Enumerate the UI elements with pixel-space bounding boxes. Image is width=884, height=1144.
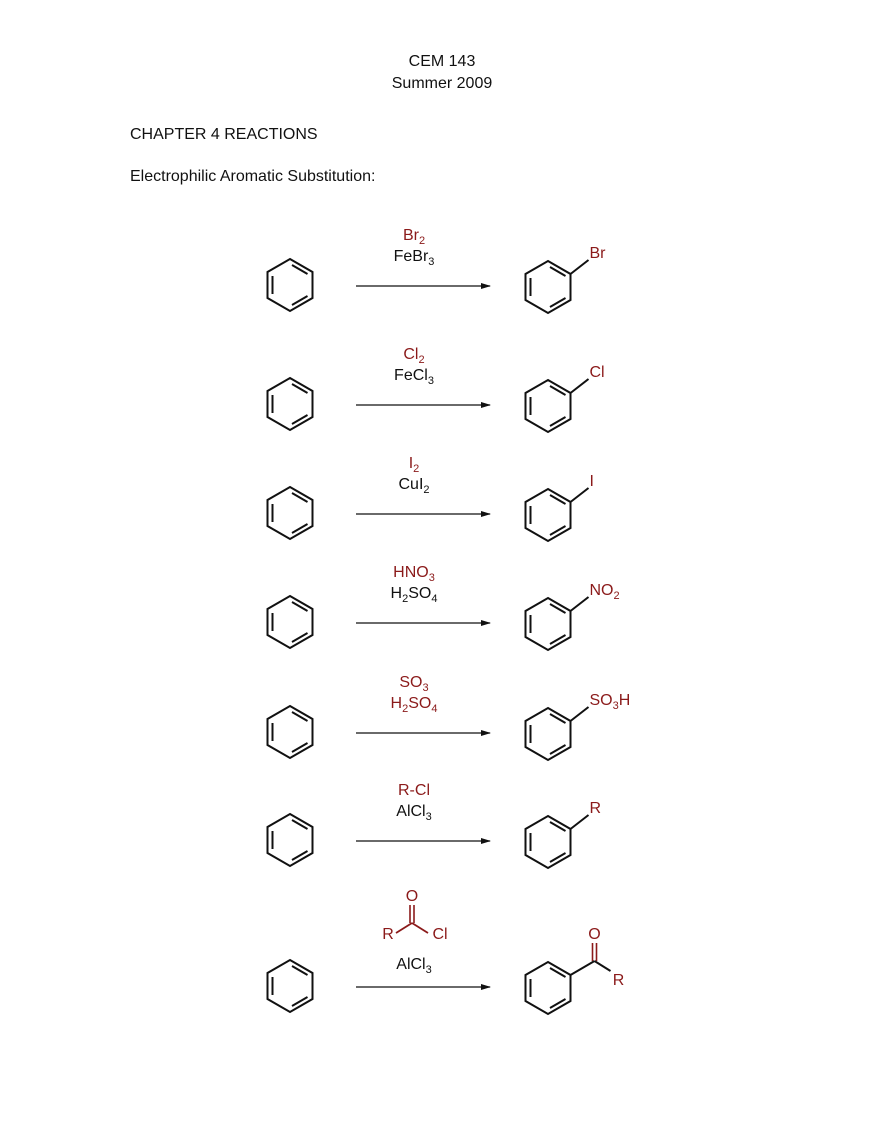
reaction-7-acyl-r-group: R (382, 926, 394, 943)
reaction-3-reagent: $I_2$ (408, 455, 420, 475)
reaction-1-substituent: Br (589, 245, 606, 262)
reaction-3-catalyst: CuI$_2$ (398, 476, 430, 496)
chapter-title: CHAPTER 4 REACTIONS (130, 126, 318, 143)
reaction-4-catalyst: $H_2SO_4$ (390, 585, 438, 605)
reaction-7-ketone-r-group: R (612, 972, 625, 989)
reaction-4-product-benzene (526, 598, 571, 650)
reaction-7-product-benzene (526, 962, 571, 1014)
reaction-7-acyl-bond-cl (412, 923, 428, 933)
reaction-5-reagent: $SO_3$ (399, 674, 429, 694)
reaction-6-substituent: R (589, 800, 602, 817)
reaction-6-reagent: R-Cl (398, 782, 430, 799)
reaction-7-catalyst: AlCl$_3$ (396, 956, 432, 976)
reaction-1-catalyst: FeBr$_3$ (393, 248, 435, 268)
reaction-5-catalyst: $H_2SO_4$ (390, 695, 438, 715)
reaction-7-ketone-oxygen: O (588, 926, 601, 943)
reaction-7-acyl-bond-r (396, 923, 412, 933)
reaction-1-substituent-bond (571, 260, 589, 274)
reaction-1-reagent: $Br_2$ (402, 227, 426, 247)
reaction-2-substituent-bond (571, 379, 589, 393)
reaction-3-substituent: I (589, 473, 594, 490)
reaction-5-product-benzene (526, 708, 571, 760)
reaction-6-substituent-bond (571, 815, 589, 829)
reaction-3-product-benzene (526, 489, 571, 541)
reaction-7-ketone-bond-ring (571, 961, 595, 975)
reaction-7-acyl-chlorine: Cl (432, 926, 448, 943)
reaction-3-substituent-bond (571, 488, 589, 502)
reaction-3-reactant-benzene (268, 487, 313, 539)
reaction-4-reactant-benzene (268, 596, 313, 648)
reaction-4-substituent: $NO_2$ (589, 582, 620, 602)
reaction-2-reagent: $Cl_2$ (403, 346, 425, 366)
course-term: Summer 2009 (391, 75, 493, 92)
reaction-2-substituent: Cl (589, 364, 605, 381)
reaction-4-reagent: $HNO_3$ (393, 564, 435, 584)
reaction-1-product-benzene (526, 261, 571, 313)
reaction-6-product-benzene (526, 816, 571, 868)
reaction-5-substituent-bond (571, 707, 589, 721)
reaction-2-catalyst: FeCl$_3$ (394, 367, 434, 387)
reaction-5-substituent: $SO_3H$ (589, 692, 631, 712)
reaction-7-reactant-benzene (268, 960, 313, 1012)
reaction-2-reactant-benzene (268, 378, 313, 430)
reaction-4-substituent-bond (571, 597, 589, 611)
reaction-6-catalyst: AlCl$_3$ (396, 803, 432, 823)
reaction-1-reactant-benzene (268, 259, 313, 311)
reaction-5-reactant-benzene (268, 706, 313, 758)
reaction-6-reactant-benzene (268, 814, 313, 866)
section-title: Electrophilic Aromatic Substitution: (130, 168, 376, 185)
reaction-7-ketone-bond-r (595, 961, 611, 971)
reaction-2-product-benzene (526, 380, 571, 432)
reaction-7-acyl-oxygen: O (405, 888, 419, 905)
course-title: CEM 143 (408, 53, 476, 70)
